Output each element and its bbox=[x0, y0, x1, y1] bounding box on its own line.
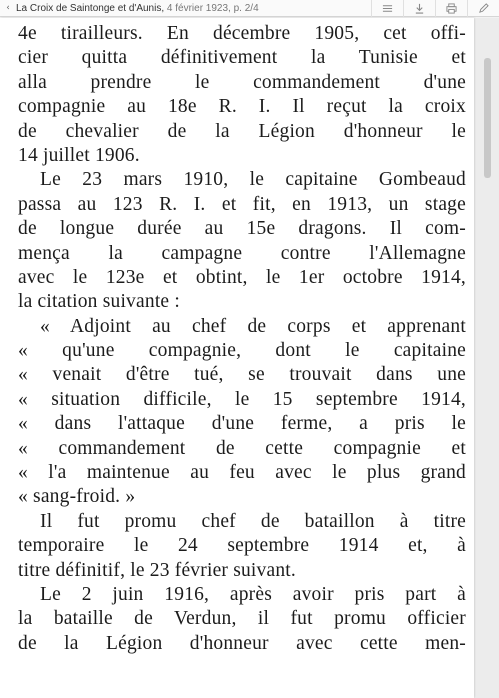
text-line: la citation suivante : bbox=[18, 291, 180, 313]
text-line: alla prendre le commandement d'une bbox=[18, 71, 466, 93]
text-line: 14 juillet 1906. bbox=[18, 144, 140, 166]
text-line: « qu'une compagnie, dont le capitaine bbox=[18, 340, 466, 362]
text-line: de la Légion d'honneur avec cette men- bbox=[18, 632, 466, 654]
text-line: avec le 123e et obtint, le 1er octobre 1914, bbox=[18, 266, 466, 288]
text-line: « commandement de cette compagnie et bbox=[18, 437, 466, 459]
text-line: 4e tirailleurs. En décembre 1905, cet offi- bbox=[18, 23, 466, 44]
document-subtitle: 4 février 1923, p. 2/4 bbox=[164, 2, 259, 14]
chevron-left-icon[interactable]: ‹ bbox=[6, 3, 10, 13]
scrollbar-thumb[interactable] bbox=[484, 58, 491, 178]
text-line: « Adjoint au chef de corps et apprenant bbox=[40, 315, 466, 337]
hamburger-menu-icon[interactable] bbox=[371, 0, 403, 17]
text-line: de chevalier de la Légion d'honneur le bbox=[18, 120, 466, 142]
text-line: passa au 123 R. I. et fit, en 1913, un stage bbox=[18, 193, 466, 215]
article-text bbox=[18, 22, 466, 656]
text-line: temporaire le 24 septembre 1914 et, à bbox=[18, 535, 466, 557]
text-line: Le 23 mars 1910, le capitaine Gombeaud bbox=[40, 169, 466, 191]
viewer-toolbar bbox=[0, 0, 499, 17]
text-line: la bataille de Verdun, il fut promu officier bbox=[18, 608, 466, 630]
edit-icon[interactable] bbox=[467, 0, 499, 17]
text-line: titre définitif, le 23 février suivant. bbox=[18, 559, 297, 581]
document-title bbox=[16, 3, 301, 14]
text-line: « situation difficile, le 15 septembre 1914, bbox=[18, 388, 466, 410]
text-line: de longue durée au 15e dragons. Il com- bbox=[18, 218, 466, 240]
text-line: « sang-froid. » bbox=[18, 486, 136, 508]
text-line: « venait d'être tué, se trouvait dans une bbox=[18, 364, 466, 386]
document-title-text: La Croix de Saintonge et d'Aunis, bbox=[16, 2, 165, 14]
text-line: Il fut promu chef de bataillon à titre bbox=[40, 510, 466, 532]
text-line: cier quitta définitivement la Tunisie et bbox=[18, 47, 466, 69]
text-line: « dans l'attaque d'une ferme, a pris le bbox=[18, 413, 466, 435]
text-line: compagnie au 18e R. I. Il reçut la croix bbox=[18, 96, 466, 118]
text-line: « l'a maintenue au feu avec le plus grand bbox=[18, 462, 466, 484]
document-page bbox=[0, 18, 474, 698]
print-icon[interactable] bbox=[435, 0, 467, 17]
scrollbar[interactable] bbox=[476, 18, 499, 698]
download-icon[interactable] bbox=[403, 0, 435, 17]
text-line: Le 2 juin 1916, après avoir pris part à bbox=[40, 583, 466, 605]
text-line: mença la campagne contre l'Allemagne bbox=[18, 242, 466, 264]
